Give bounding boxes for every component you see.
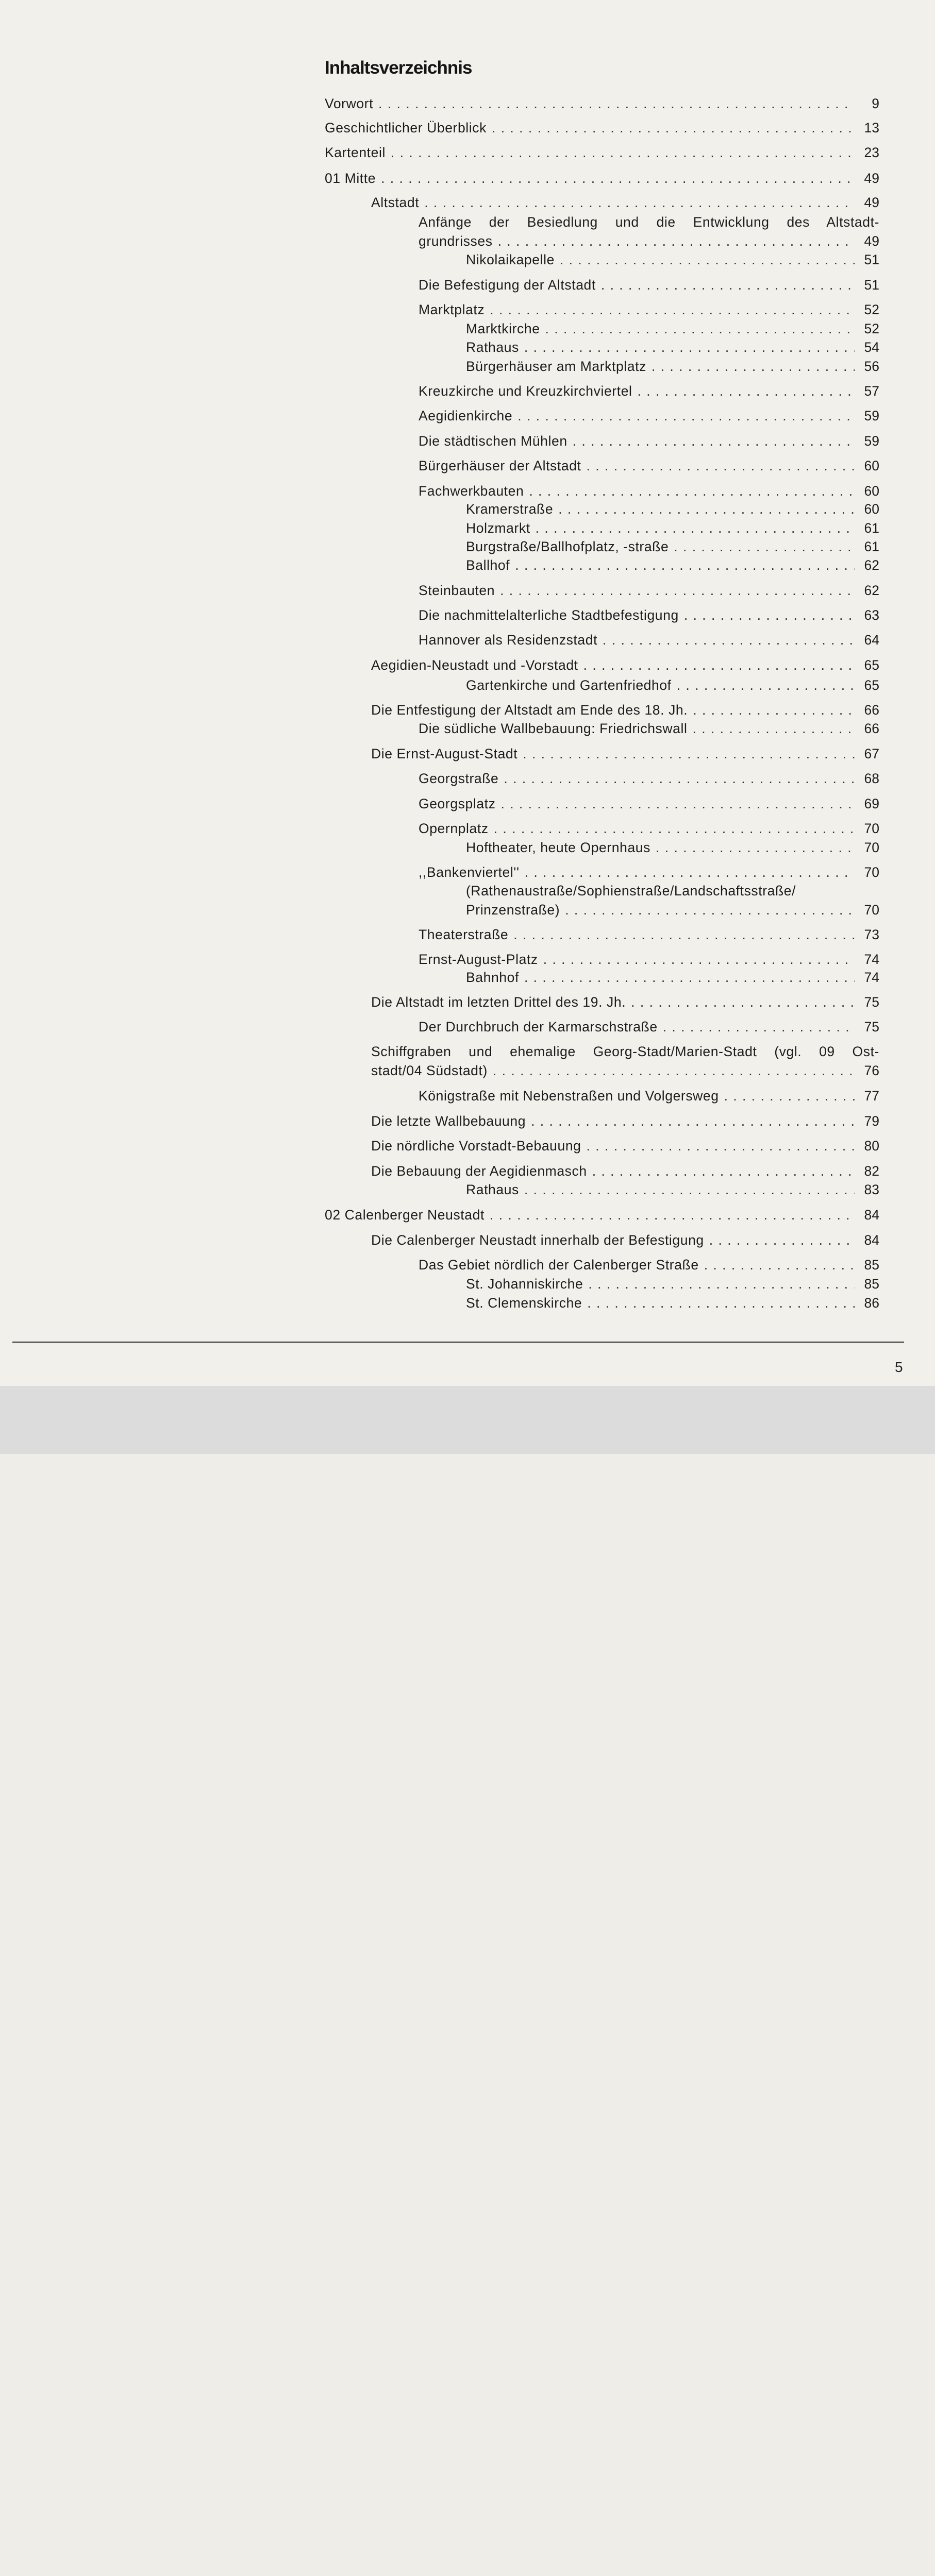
toc-entry[interactable] <box>419 232 879 250</box>
toc-entry-title: Königstraße mit Nebenstraßen und Volgersweg <box>419 1088 719 1104</box>
toc-entry-page: 75 <box>864 994 879 1010</box>
toc-entry-title: Altstadt <box>371 195 420 210</box>
toc-entry-title: Kreuzkirche und Kreuzkirchviertel <box>419 383 632 399</box>
toc-entry-title: Die nachmittelalterliche Stadtbefestigung <box>419 607 679 623</box>
toc-entry[interactable] <box>466 519 879 537</box>
toc-entry-page: 57 <box>864 383 879 399</box>
toc-entry-title: Das Gebiet nördlich der Calenberger Straße <box>419 1257 699 1273</box>
toc-entry-title: 01 Mitte <box>325 171 376 186</box>
toc-leader-dots <box>494 820 855 837</box>
toc-entry-page: 74 <box>864 970 879 985</box>
toc-entry[interactable] <box>419 276 879 294</box>
toc-leader-dots <box>588 1275 855 1293</box>
toc-entry-title: 02 Calenberger Neustadt <box>325 1207 485 1223</box>
toc-leader-dots <box>523 745 855 762</box>
toc-entry-page: 59 <box>864 408 879 423</box>
toc-entry-title: Prinzenstraße) <box>466 902 560 918</box>
toc-entry-continued-line: Anfänge der Besiedlung und die Entwicklung des Altstadt- <box>419 214 879 230</box>
toc-entry-page: 79 <box>864 1113 879 1129</box>
toc-entry-page: 62 <box>864 557 879 573</box>
toc-entry-continued-line: (Rathenaustraße/Sophienstraße/Landschaftsstraße/ <box>466 883 796 899</box>
toc-entry-title: Fachwerkbauten <box>419 483 524 499</box>
toc-leader-dots <box>515 556 855 574</box>
toc-entry-page: 75 <box>864 1019 879 1035</box>
toc-entry-page: 49 <box>864 195 879 210</box>
toc-entry-page: 69 <box>864 796 879 811</box>
toc-leader-dots <box>525 863 855 881</box>
toc-leader-dots <box>524 338 855 356</box>
toc-entry-title: Die städtischen Mühlen <box>419 433 567 449</box>
toc-leader-dots <box>391 144 855 161</box>
toc-entry-page: 60 <box>864 483 879 499</box>
toc-leader-dots <box>573 432 855 450</box>
toc-leader-dots <box>558 500 855 518</box>
toc-entry-title: Gartenkirche und Gartenfriedhof <box>466 677 672 693</box>
toc-leader-dots <box>663 1018 855 1036</box>
toc-entry[interactable] <box>325 1206 879 1224</box>
toc-leader-dots <box>601 276 855 294</box>
toc-entry-title: Ernst-August-Platz <box>419 952 538 967</box>
toc-entry-page: 66 <box>864 702 879 718</box>
toc-leader-dots <box>536 519 855 537</box>
toc-entry-page: 66 <box>864 721 879 736</box>
toc-entry-title: ,,Bankenviertel'' <box>419 865 520 880</box>
toc-entry-page: 60 <box>864 501 879 517</box>
toc-entry[interactable] <box>466 538 879 555</box>
toc-entry[interactable] <box>371 993 879 1011</box>
toc-leader-dots <box>513 926 855 943</box>
toc-entry-page: 23 <box>864 145 879 160</box>
toc-entry-title: Steinbauten <box>419 583 495 598</box>
toc-entry-title: Aegidien-Neustadt und -Vorstadt <box>371 657 578 673</box>
toc-entry-title: Rathaus <box>466 340 519 355</box>
toc-entry-page: 59 <box>864 433 879 449</box>
toc-entry-page: 84 <box>864 1232 879 1248</box>
toc-entry-title: Die südliche Wallbebauung: Friedrichswall <box>419 721 688 736</box>
toc-leader-dots <box>677 676 855 694</box>
toc-leader-dots <box>709 1231 855 1249</box>
toc-entry[interactable] <box>419 432 879 450</box>
toc-leader-dots <box>381 170 855 187</box>
toc-entry[interactable] <box>466 500 879 518</box>
toc-entry[interactable] <box>466 1275 879 1293</box>
toc-entry-page: 70 <box>864 840 879 855</box>
toc-entry-page: 76 <box>864 1063 879 1078</box>
toc-entry-page: 70 <box>864 865 879 880</box>
toc-leader-dots <box>500 582 855 599</box>
toc-entry[interactable] <box>466 901 879 919</box>
toc-entry-title: St. Clemenskirche <box>466 1295 582 1311</box>
toc-entry[interactable] <box>466 320 879 337</box>
toc-entry-page: 51 <box>864 252 879 267</box>
toc-entry[interactable] <box>371 656 879 674</box>
toc-entry-page: 62 <box>864 583 879 598</box>
toc-entry[interactable] <box>419 382 879 400</box>
toc-entry[interactable] <box>419 951 879 968</box>
toc-leader-dots <box>603 631 855 649</box>
toc-entry-title: Die Entfestigung der Altstadt am Ende des 18. Jh. <box>371 702 688 718</box>
toc-entry-title: Bahnhof <box>466 970 519 985</box>
toc-entry[interactable] <box>466 839 879 856</box>
footer-divider <box>12 1342 904 1343</box>
toc-entry-title: Hannover als Residenzstadt <box>419 632 598 648</box>
toc-entry[interactable] <box>419 582 879 599</box>
toc-entry-title: Vorwort <box>325 96 374 111</box>
toc-entry-page: 13 <box>864 120 879 135</box>
toc-entry[interactable] <box>419 795 879 812</box>
toc-entry-page: 51 <box>864 277 879 293</box>
toc-leader-dots <box>583 656 855 674</box>
toc-entry-title: Hoftheater, heute Opernhaus <box>466 840 650 855</box>
toc-leader-dots <box>492 119 855 137</box>
toc-entry[interactable] <box>466 338 879 356</box>
toc-entry-page: 9 <box>872 96 879 111</box>
toc-entry[interactable] <box>419 863 879 881</box>
toc-entry[interactable] <box>466 676 879 694</box>
toc-entry[interactable] <box>419 926 879 943</box>
toc-leader-dots <box>674 538 855 555</box>
toc-entry-page: 56 <box>864 359 879 374</box>
toc-entry-title: Bürgerhäuser am Marktplatz <box>466 359 646 374</box>
toc-entry-page: 60 <box>864 458 879 473</box>
toc-entry-page: 54 <box>864 340 879 355</box>
viewer-footer <box>0 1386 935 1454</box>
toc-entry-page: 49 <box>864 171 879 186</box>
toc-entry-title: Georgsplatz <box>419 796 496 811</box>
toc-leader-dots <box>531 1112 855 1130</box>
toc-entry-page: 84 <box>864 1207 879 1223</box>
toc-leader-dots <box>493 1062 855 1079</box>
toc-leader-dots <box>524 1181 855 1198</box>
toc-entry-title: Ballhof <box>466 557 510 573</box>
toc-entry-title: Marktkirche <box>466 321 540 336</box>
toc-entry-page: 49 <box>864 233 879 249</box>
toc-entry-title: Holzmarkt <box>466 520 530 536</box>
toc-leader-dots <box>587 1137 855 1155</box>
toc-entry-title: Die Altstadt im letzten Drittel des 19. Jh. <box>371 994 626 1010</box>
toc-leader-dots <box>587 1294 855 1312</box>
toc-entry-page: 74 <box>864 952 879 967</box>
toc-leader-dots <box>692 720 855 737</box>
toc-leader-dots <box>378 95 855 112</box>
toc-entry[interactable] <box>419 457 879 474</box>
toc-entry-page: 83 <box>864 1182 879 1197</box>
toc-entry-title: stadt/04 Südstadt) <box>371 1063 488 1078</box>
toc-entry-title: Kartenteil <box>325 145 386 160</box>
toc-entry[interactable] <box>419 770 879 787</box>
toc-entry[interactable] <box>371 1231 879 1249</box>
toc-leader-dots <box>490 301 855 318</box>
toc-leader-dots <box>565 901 855 919</box>
toc-entry-title: Nikolaikapelle <box>466 252 555 267</box>
page-number: 5 <box>895 1359 903 1375</box>
toc-entry[interactable] <box>466 1181 879 1198</box>
toc-leader-dots <box>424 194 855 211</box>
toc-entry-page: 61 <box>864 539 879 554</box>
toc-entry[interactable] <box>466 969 879 986</box>
toc-entry-page: 86 <box>864 1295 879 1311</box>
toc-leader-dots <box>504 770 855 787</box>
page-title: Inhaltsverzeichnis <box>325 58 472 78</box>
toc-entry[interactable] <box>371 701 879 719</box>
toc-leader-dots <box>592 1162 855 1180</box>
toc-leader-dots <box>545 320 855 337</box>
toc-entry-page: 80 <box>864 1138 879 1154</box>
toc-entry[interactable] <box>371 1062 879 1079</box>
toc-leader-dots <box>704 1256 855 1274</box>
toc-entry-title: grundrisses <box>419 233 493 249</box>
toc-leader-dots <box>638 382 855 400</box>
toc-entry[interactable] <box>419 482 879 500</box>
toc-leader-dots <box>724 1087 855 1105</box>
toc-leader-dots <box>587 457 855 474</box>
toc-entry-title: Opernplatz <box>419 821 489 836</box>
toc-entry-page: 73 <box>864 927 879 942</box>
toc-entry-title: Bürgerhäuser der Altstadt <box>419 458 581 473</box>
toc-leader-dots <box>631 993 855 1011</box>
toc-entry-page: 61 <box>864 520 879 536</box>
toc-entry[interactable] <box>419 301 879 318</box>
toc-entry-page: 68 <box>864 771 879 786</box>
toc-entry-page: 67 <box>864 746 879 761</box>
toc-entry-title: Theaterstraße <box>419 927 509 942</box>
toc-leader-dots <box>524 969 855 986</box>
toc-entry-title: St. Johanniskirche <box>466 1276 583 1292</box>
toc-entry[interactable] <box>466 358 879 375</box>
toc-entry-page: 77 <box>864 1088 879 1104</box>
toc-entry[interactable] <box>325 119 879 137</box>
toc-entry[interactable] <box>371 1162 879 1180</box>
toc-entry-page: 63 <box>864 607 879 623</box>
toc-entry[interactable] <box>419 1018 879 1036</box>
toc-entry[interactable] <box>466 1294 879 1312</box>
toc-entry-page: 52 <box>864 321 879 336</box>
toc-entry-title: Der Durchbruch der Karmarschstraße <box>419 1019 658 1035</box>
toc-entry[interactable] <box>371 745 879 762</box>
toc-entry-page: 65 <box>864 677 879 693</box>
toc-entry[interactable] <box>371 194 879 211</box>
toc-entry[interactable] <box>325 170 879 187</box>
toc-entry-continued-line: Schiffgraben und ehemalige Georg-Stadt/Marien-Stadt (vgl. 09 Ost- <box>371 1044 879 1059</box>
toc-leader-dots <box>652 358 855 375</box>
toc-entry[interactable] <box>419 1256 879 1274</box>
toc-entry-title: Die Befestigung der Altstadt <box>419 277 596 293</box>
toc-entry[interactable] <box>325 144 879 161</box>
toc-entry-title: Die Ernst-August-Stadt <box>371 746 518 761</box>
toc-entry-title: Rathaus <box>466 1182 519 1197</box>
toc-entry[interactable] <box>325 95 879 112</box>
toc-entry[interactable] <box>419 407 879 425</box>
toc-leader-dots <box>560 251 855 268</box>
toc-leader-dots <box>517 407 855 425</box>
toc-entry-title: Aegidienkirche <box>419 408 513 423</box>
toc-entry[interactable] <box>419 1087 879 1105</box>
toc-entry-page: 82 <box>864 1163 879 1179</box>
toc-leader-dots <box>684 606 855 624</box>
toc-leader-dots <box>500 795 855 812</box>
toc-leader-dots <box>498 232 855 250</box>
toc-entry-page: 85 <box>864 1257 879 1273</box>
toc-entry[interactable] <box>371 1137 879 1155</box>
toc-entry-title: Marktplatz <box>419 302 485 317</box>
toc-entry[interactable] <box>419 631 879 649</box>
toc-entry-title: Die letzte Wallbebauung <box>371 1113 526 1129</box>
toc-entry[interactable] <box>419 720 879 737</box>
toc-entry[interactable] <box>466 251 879 268</box>
toc-leader-dots <box>529 482 855 500</box>
toc-entry-page: 70 <box>864 902 879 918</box>
toc-entry-title: Georgstraße <box>419 771 499 786</box>
toc-entry[interactable] <box>371 1112 879 1130</box>
toc-leader-dots <box>490 1206 855 1224</box>
toc-entry-page: 64 <box>864 632 879 648</box>
toc-entry[interactable] <box>466 556 879 574</box>
toc-entry-title: Die nördliche Vorstadt-Bebauung <box>371 1138 581 1154</box>
toc-leader-dots <box>693 701 855 719</box>
toc-entry-title: Die Calenberger Neustadt innerhalb der Befestigung <box>371 1232 704 1248</box>
toc-entry-title: Burgstraße/Ballhofplatz, -straße <box>466 539 669 554</box>
toc-entry-title: Die Bebauung der Aegidienmasch <box>371 1163 587 1179</box>
toc-entry-title: Geschichtlicher Überblick <box>325 120 487 135</box>
toc-leader-dots <box>543 951 855 968</box>
toc-entry-page: 65 <box>864 657 879 673</box>
toc-entry-page: 85 <box>864 1276 879 1292</box>
toc-entry-page: 70 <box>864 821 879 836</box>
toc-leader-dots <box>656 839 855 856</box>
toc-entry-page: 52 <box>864 302 879 317</box>
toc-entry-title: Kramerstraße <box>466 501 554 517</box>
toc-entry[interactable] <box>419 606 879 624</box>
toc-entry[interactable] <box>419 820 879 837</box>
